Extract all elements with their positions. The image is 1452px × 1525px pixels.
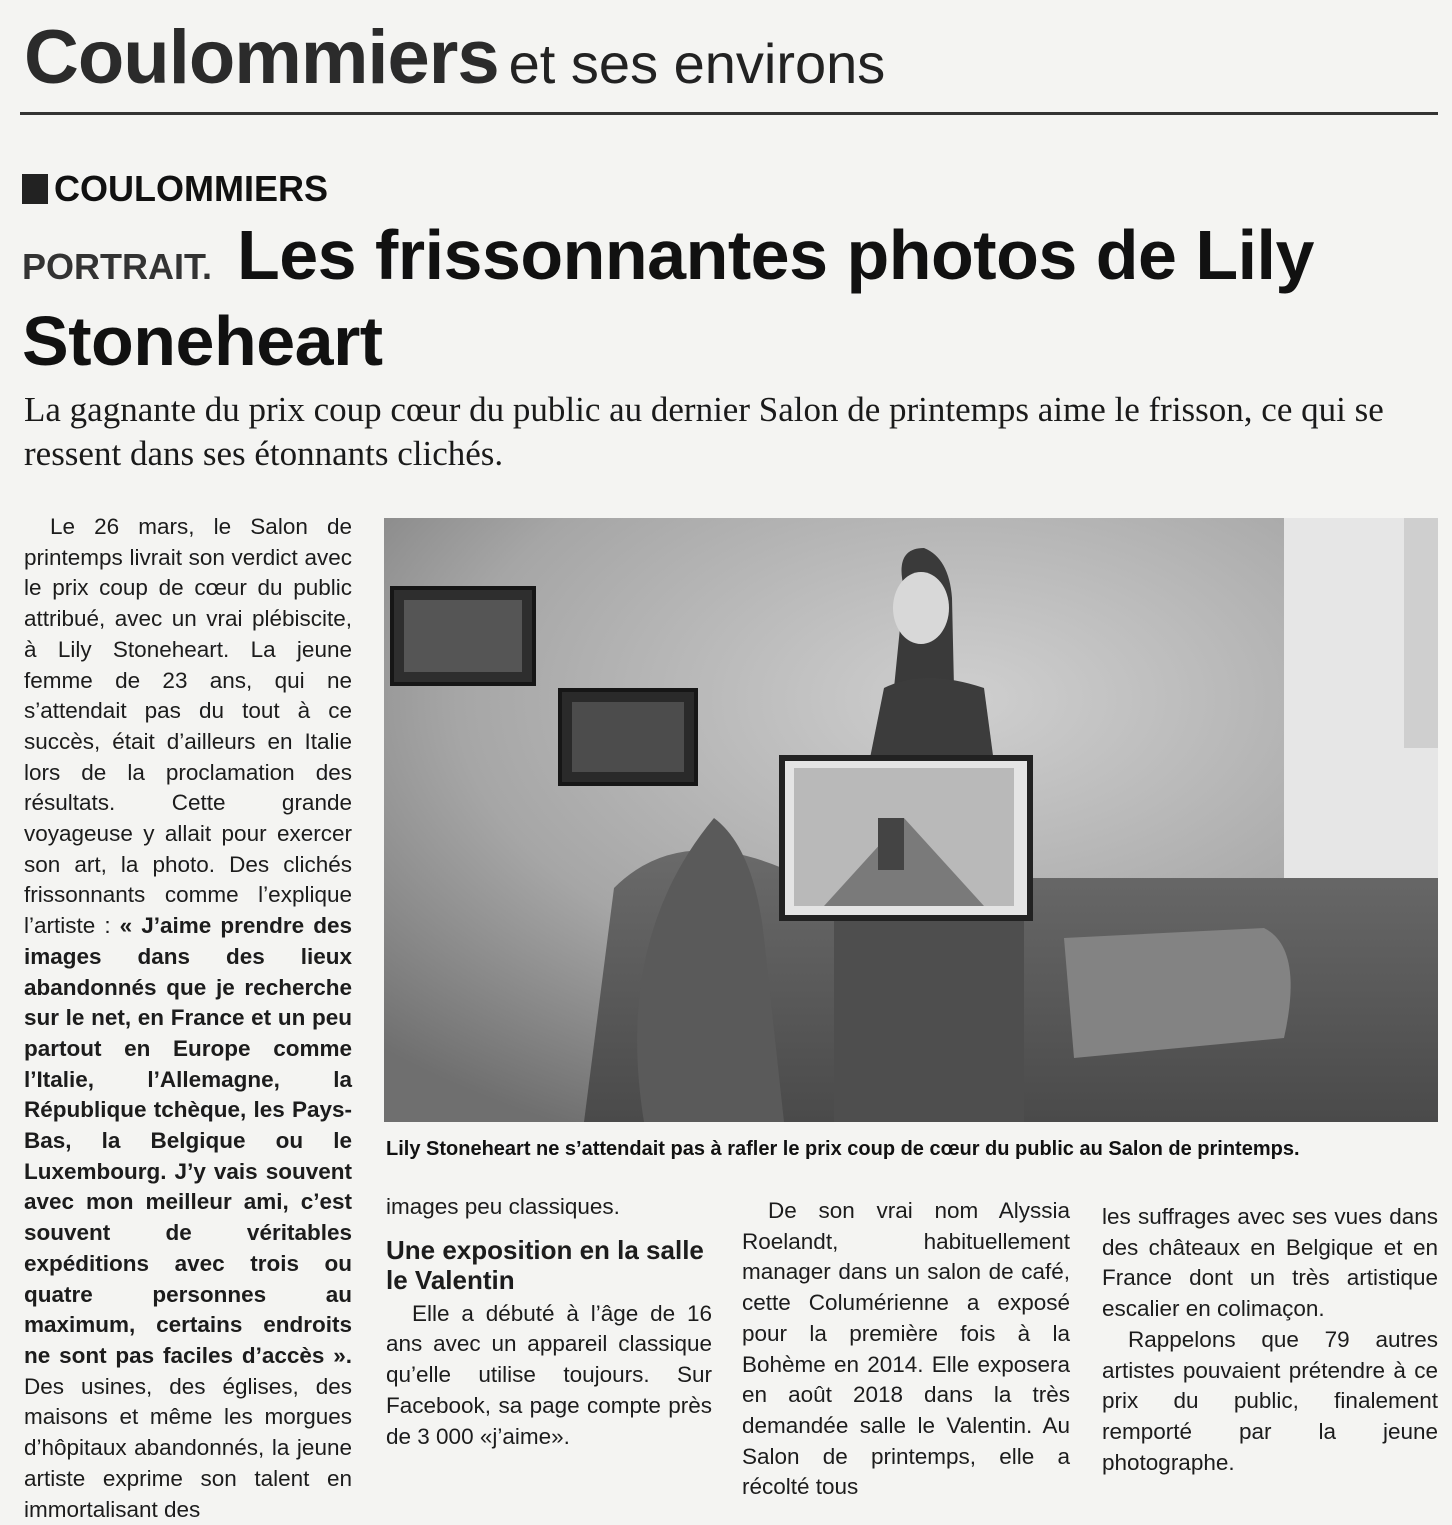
column-1-paragraph: [24, 512, 352, 1525]
article-column-3: [742, 1196, 1070, 1503]
column-1-outro: Des usines, des églises, des maisons et même les morgues d’hôpitaux abandonnés, la jeune artiste exprime son talent en immortalisant des: [24, 1373, 352, 1522]
headline-title: Les frissonnantes photos de Lily Stoneheart: [22, 216, 1314, 380]
article-column-4: [1102, 1202, 1438, 1478]
standfirst: La gagnante du prix coup cœur du public au dernier Salon de printemps aime le frisson, ce qui se ressent dans ses étonnants clichés.: [24, 390, 1384, 473]
column-2-continuation: images peu classiques.: [386, 1194, 620, 1219]
article-subhead: Une exposition en la salle le Valentin: [386, 1234, 704, 1295]
column-4-paragraph: Rappelons que 79 autres artistes pouvaient prétendre à ce prix du public, finalement remporté par la jeune photographe.: [1102, 1326, 1438, 1475]
headline-kicker: PORTRAIT.: [22, 246, 213, 287]
masthead: [24, 14, 885, 101]
portrait-photo-illustration: [384, 518, 1438, 1122]
photo-caption: Lily Stoneheart ne s’attendait pas à rafler le prix coup de cœur du public au Salon de printemps.: [386, 1138, 1300, 1160]
section-square-icon: [22, 174, 48, 204]
article-column-2: [386, 1192, 712, 1452]
masthead-rule: [20, 112, 1438, 115]
column-3-paragraph: De son vrai nom Alyssia Roelandt, habituellement manager dans un salon de café, cette Columérienne a exposé pour la première fois à la Bohème en 2014. Elle exposera en août 2018 dans la très demandée salle le Valentin. Au Salon de printemps, elle a récolté tous: [742, 1198, 1070, 1500]
article-photo: [384, 518, 1438, 1122]
article-column-1: [24, 512, 352, 1525]
headline: [22, 218, 1432, 378]
section-label: [22, 168, 328, 210]
column-4-continuation: les suffrages avec ses vues dans des châteaux en Belgique et en France dont un très artistique escalier en colimaçon.: [1102, 1204, 1438, 1322]
column-1-quote: « J’aime prendre des images dans des lieux abandonnés que je recherche sur le net, en France et un peu partout en Europe comme l’Italie, l’Allemagne, la République tchèque, les Pays-Bas, la Belgique ou le Luxembourg. J’y vais souvent avec mon meilleur ami, c’est souvent de véritables expéditions avec trois ou quatre personnes au maximum, certains endroits ne sont pas faciles d’accès ».: [24, 913, 352, 1368]
column-2-paragraph: Elle a débuté à l’âge de 16 ans avec un appareil classique qu’elle utilise toujours. Sur Facebook, sa page compte près de 3 000 «j’aime».: [386, 1300, 712, 1449]
section-label-text: COULOMMIERS: [54, 168, 328, 209]
masthead-subtitle: et ses environs: [508, 32, 886, 95]
column-1-intro: Le 26 mars, le Salon de printemps livrait son verdict avec le prix coup de cœur du public attribué, avec un vrai plébiscite, à Lily Stoneheart. La jeune femme de 23 ans, qui ne s’attendait pas du tout à ce succès, était d’ailleurs en Italie lors de la proclamation des résultats. Cette grande voyageuse y allait pour exercer son art, la photo. Des clichés frissonnants comme l’explique l’artiste :: [24, 514, 352, 939]
masthead-town: Coulommiers: [24, 15, 499, 100]
